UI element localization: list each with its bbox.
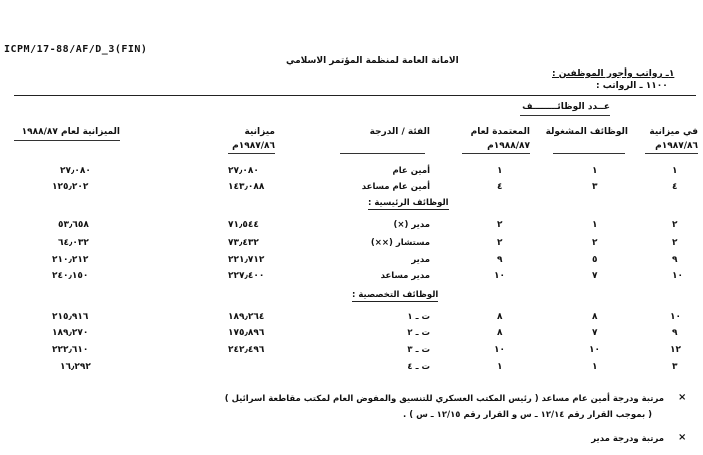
note-2: مرتبة ودرجة مدير [591,434,664,444]
cell-occupied: ٨ [592,312,598,322]
cell-budget-prev: ١٤٣٫٠٨٨ [228,182,265,192]
cell-occupied: ٢ [592,238,598,248]
cell-occupied: ١٠ [589,345,600,355]
col-header-approved: المعتمدة لعام [470,127,530,137]
col-underline-budget-new [14,140,120,141]
col-header-budget-current-year: ١٩٨٧/٨٦م [655,141,698,151]
cell-budget-current: ٣ [672,362,678,372]
cell-budget-new: ١٢٥٫٢٠٢ [52,182,89,192]
cell-budget-new: ٥٣٫٦٥٨ [58,220,89,230]
col-header-occupied: الوظائف المشغولة [545,127,628,137]
cell-budget-new: ٢٧٫٠٨٠ [60,166,91,176]
cell-budget-current: ٢ [672,238,678,248]
cell-approved: ٢ [497,238,503,248]
cell-grade: ت ـ ١ [407,312,430,322]
cell-budget-current: ٢ [672,220,678,230]
cell-budget-new: ٢١٥٫٩١٦ [52,312,89,322]
cell-approved: ١٠ [494,271,505,281]
cell-budget-new: ١٦٫٢٩٢ [60,362,91,372]
cell-budget-current: ١٢ [670,345,681,355]
note-marker: × [678,392,687,403]
note-1-line-1: مرتبة ودرجة أمين عام مساعد ( رئيس المكتب العسكري للتنسيق والمفوض العام لمكتب مقاطعة اسرائيل ) [224,394,664,404]
col-header-budget-prev: ميزانية [244,127,275,137]
col-header-grade: الفئة / الدرجة [369,127,430,137]
positions-group-heading: عــدد الوظائــــــــف [522,102,610,112]
cell-approved: ٢ [497,220,503,230]
col-header-budget-prev-year: ١٩٨٧/٨٦م [232,141,275,151]
cell-budget-current: ٩ [672,328,678,338]
cell-grade: مدير مساعد [380,271,430,281]
header-rule [14,95,696,96]
cell-approved: ١٠ [494,345,505,355]
cell-budget-current: ٤ [672,182,678,192]
organization-title: الامانة العامة لمنظمة المؤتمر الاسلامي [286,56,459,66]
document-reference: ICPM/17-88/AF/D_3(FIN) [4,44,148,55]
col-underline-grade [340,153,425,154]
cell-occupied: ١ [592,166,598,176]
cell-budget-current: ١ [672,166,678,176]
cell-budget-new: ١٨٩٫٢٧٠ [52,328,89,338]
cell-budget-current: ٩ [672,255,678,265]
cell-budget-prev: ١٨٩٫٢٦٤ [228,312,265,322]
cell-occupied: ١ [592,362,598,372]
group-label-leadership: الوظائف الرئيسية : [368,198,449,208]
cell-grade: مدير [411,255,430,265]
cell-grade: ت ـ ٣ [407,345,430,355]
cell-grade: ت ـ ٤ [407,362,430,372]
note-1-line-2: ( بموجب القرار رقم ١٢/١٤ ـ س و القرار رقم ١٢/١٥ ـ س ) . [403,410,652,420]
cell-budget-prev: ٢٢١٫٧١٢ [228,255,265,265]
sub-heading: ١١٠٠ ـ الرواتب : [596,81,668,91]
cell-budget-prev: ١٧٥٫٨٩٦ [228,328,265,338]
col-underline-approved [462,153,530,154]
cell-occupied: ٥ [592,255,598,265]
col-header-budget-new: الميزانية لعام ١٩٨٨/٨٧ [21,127,120,137]
cell-budget-new: ٦٤٫٠٣٢ [58,238,89,248]
cell-budget-prev: ٧٣٫٤٣٢ [228,238,259,248]
cell-budget-current: ١٠ [670,312,681,322]
cell-approved: ٨ [497,328,503,338]
col-header-budget-current: في ميزانية [649,127,698,137]
col-header-approved-year: ١٩٨٨/٨٧م [487,141,530,151]
col-underline-budget-current [645,153,698,154]
note-marker: × [678,432,687,443]
cell-grade: ت ـ ٢ [407,328,430,338]
cell-budget-new: ٢١٠٫٢١٢ [52,255,89,265]
cell-approved: ٩ [497,255,503,265]
cell-budget-prev: ٢٧٫٠٨٠ [228,166,259,176]
cell-approved: ٤ [497,182,503,192]
cell-occupied: ٣ [592,182,598,192]
cell-occupied: ١ [592,220,598,230]
cell-occupied: ٧ [592,271,598,281]
positions-group-underline [520,115,610,116]
cell-approved: ٨ [497,312,503,322]
cell-approved: ١ [497,166,503,176]
cell-budget-new: ٢٢٢٫٦١٠ [52,345,89,355]
cell-grade: مستشار (××) [370,238,430,248]
col-underline-budget-prev [228,153,275,154]
col-underline-occupied [553,153,625,154]
group-label-specialist: الوظائف التخصصية : [352,290,439,300]
cell-budget-prev: ٢٤٢٫٤٩٦ [228,345,265,355]
cell-grade: أمين عام مساعد [361,182,430,192]
cell-grade: مدير (×) [393,220,430,230]
cell-occupied: ٧ [592,328,598,338]
cell-budget-prev: ٧١٫٥٤٤ [228,220,259,230]
cell-grade: أمين عام [392,166,430,176]
cell-budget-current: ١٠ [672,271,683,281]
cell-budget-new: ٢٤٠٫١٥٠ [52,271,89,281]
cell-approved: ١ [497,362,503,372]
section-heading: ١ـ رواتب وأجور الموظفين : [552,69,675,79]
cell-budget-prev: ٢٢٧٫٤٠٠ [228,271,265,281]
